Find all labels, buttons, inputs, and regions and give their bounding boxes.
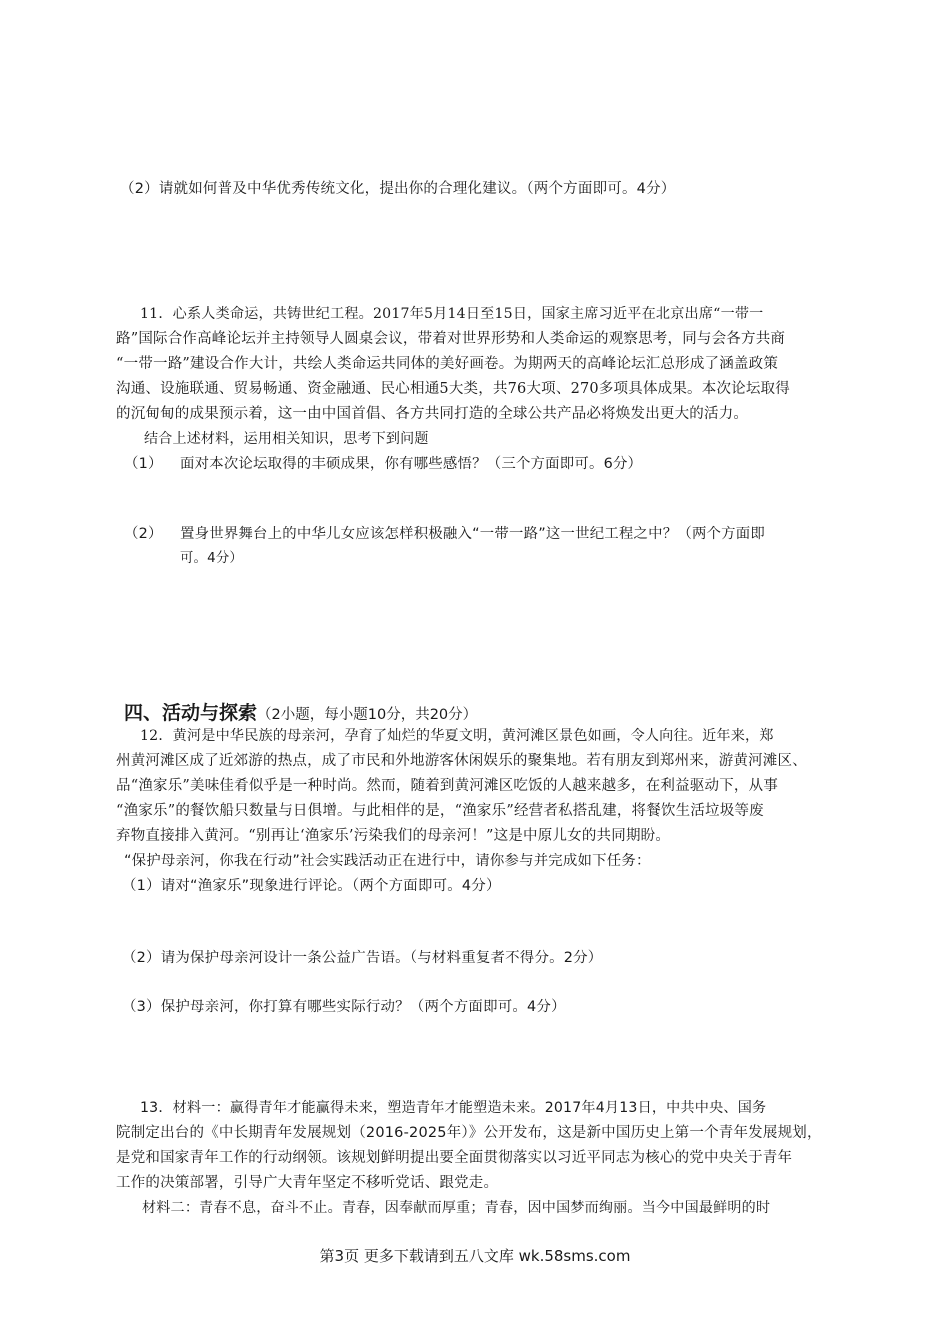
q12-line-1: 12．黄河是中华民族的母亲河，孕育了灿烂的华夏文明，黄河滩区景色如画，令人向往。近年来，郑 xyxy=(140,728,774,744)
q12-line-3: 品“渔家乐”美味佳肴似乎是一种时尚。然而，随着到黄河滩区吃饭的人越来越多，在利益驱动下，从事 xyxy=(116,778,779,794)
q11-line-4: 沟通、设施联通、贸易畅通、资金融通、民心相通5大类，共76大项、270多项具体成果。本次论坛取得 xyxy=(116,381,790,397)
q11-line-5: 的沉甸甸的成果预示着，这一由中国首倡、各方共同打造的全球公共产品必将焕发出更大的活力。 xyxy=(116,406,749,422)
q13-line-5: 材料二：青春不息，奋斗不止。青春，因奉献而厚重；青春，因中国梦而绚丽。当今中国最鲜明的时 xyxy=(142,1200,771,1216)
q13-line-3: 是党和国家青年工作的行动纲领。该规划鲜明提出要全面贯彻落实以习近平同志为核心的党中央关于青年 xyxy=(116,1150,793,1166)
q12-prompt: “保护母亲河，你我在行动”社会实践活动正在进行中，请你参与并完成如下任务： xyxy=(124,853,651,869)
q10-part2: （2）请就如何普及中华优秀传统文化，提出你的合理化建议。（两个方面即可。4分） xyxy=(120,181,676,197)
q12-line-5: 弃物直接排入黄河。“别再让‘渔家乐’污染我们的母亲河！”这是中原儿女的共同期盼。 xyxy=(116,828,671,844)
q12-part3: （3）保护母亲河，你打算有哪些实际行动？（两个方面即可。4分） xyxy=(122,999,566,1015)
q11-part1 xyxy=(124,453,884,475)
section-4-heading xyxy=(124,698,477,725)
q13-line-1: 13．材料一：赢得青年才能赢得未来，塑造青年才能塑造未来。2017年4月13日，中共中央、国务 xyxy=(140,1100,767,1116)
q11-part2 xyxy=(124,523,884,545)
q13-line-4: 工作的决策部署，引导广大青年坚定不移听党话、跟党走。 xyxy=(116,1175,499,1191)
q11-line-1: 11．心系人类命运，共铸世纪工程。2017年5月14日至15日，国家主席习近平在北京出席“一带一 xyxy=(140,306,764,322)
section-4-note: （2小题，每小题10分，共20分） xyxy=(257,707,478,723)
q12-line-2: 州黄河滩区成了近郊游的热点，成了市民和外地游客休闲娱乐的聚集地。若有朋友到郑州来，游黄河滩区、 xyxy=(116,753,807,769)
q11-part2-continued: 可。4分） xyxy=(180,551,243,566)
q11-line-3: “一带一路”建设合作大计，共绘人类命运共同体的美好画卷。为期两天的高峰论坛汇总形成了涵盖政策 xyxy=(116,356,779,372)
q12-part2: （2）请为保护母亲河设计一条公益广告语。（与材料重复者不得分。2分） xyxy=(122,950,603,966)
q11-part2-number: （2） xyxy=(124,526,163,542)
q11-part1-number: （1） xyxy=(124,456,163,472)
q11-part2-text: 置身世界舞台上的中华儿女应该怎样积极融入“一带一路”这一世纪工程之中？（两个方面即 xyxy=(180,526,765,542)
q11-line-2: 路”国际合作高峰论坛并主持领导人圆桌会议，带着对世界形势和人类命运的观察思考，同与会各方共商 xyxy=(116,331,786,347)
q12-part1: （1）请对“渔家乐”现象进行评论。（两个方面即可。4分） xyxy=(122,878,501,894)
section-4-title: 四、活动与探索 xyxy=(124,702,258,724)
page-footer: 第3页 更多下载请到五八文库 wk.58sms.com xyxy=(319,1247,631,1265)
q12-line-4: “渔家乐”的餐饮船只数量与日俱增。与此相伴的是，“渔家乐”经营者私搭乱建，将餐饮生活垃圾等废 xyxy=(116,803,764,819)
q13-line-2: 院制定出台的《中长期青年发展规划（2016-2025年）》公开发布，这是新中国历史上第一个青年发展规划， xyxy=(116,1125,822,1141)
q11-part1-text: 面对本次论坛取得的丰硕成果，你有哪些感悟？（三个方面即可。6分） xyxy=(180,456,643,472)
q11-prompt: 结合上述材料，运用相关知识，思考下到问题 xyxy=(144,431,429,447)
